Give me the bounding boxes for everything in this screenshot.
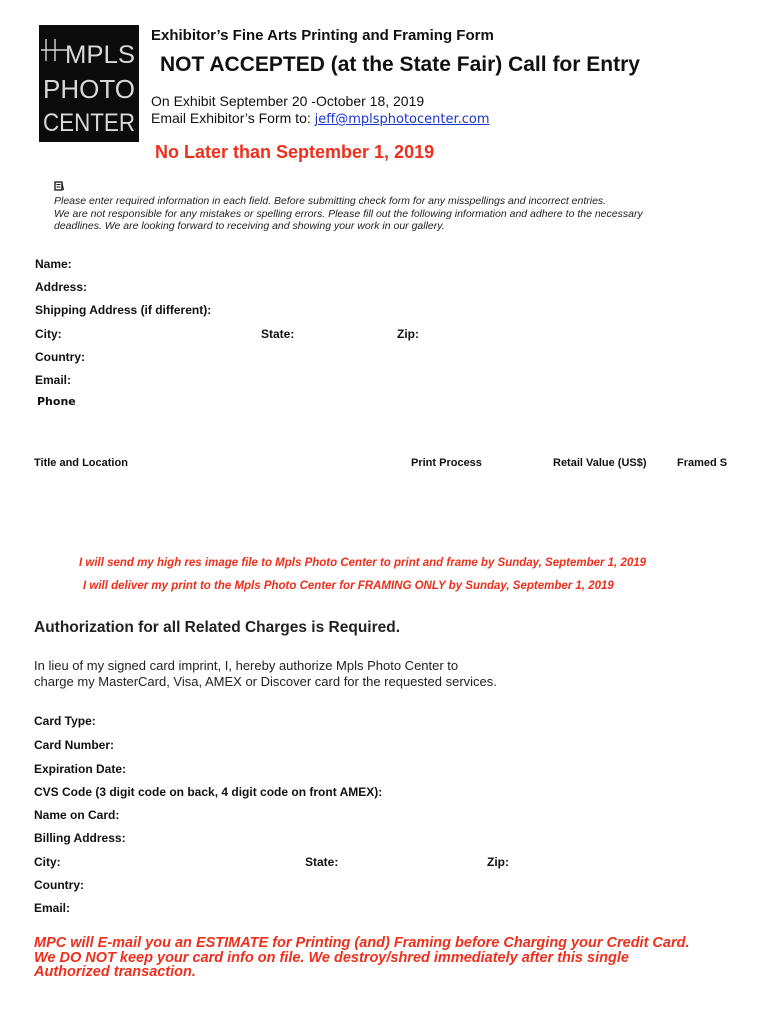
name-field-label[interactable]: Name: (35, 257, 72, 271)
form-title: Exhibitor’s Fine Arts Printing and Framing Form (151, 27, 494, 44)
instructions (54, 195, 714, 233)
country-field-label[interactable]: Country: (35, 350, 85, 364)
billing-email-field-label[interactable]: Email: (34, 901, 71, 915)
instructions-line-3: deadlines. We are looking forward to receiving and showing your work in our gallery. (54, 220, 445, 232)
authorization-body-line-2: charge my MasterCard, Visa, AMEX or Discover card for the requested services. (34, 674, 497, 689)
shipping-address-field-label[interactable]: Shipping Address (if different): (35, 303, 212, 317)
name-on-card-field-label[interactable]: Name on Card: (34, 808, 120, 822)
state-field-label[interactable]: State: (261, 327, 295, 341)
instructions-line-2: We are not responsible for any mistakes or spelling errors. Please fill out the following information and adhere to the necessary (54, 207, 643, 220)
note-icon (54, 181, 64, 194)
city-field-label[interactable]: City: (35, 327, 62, 341)
logo-line-1: MPLS (65, 41, 135, 69)
billing-city-field-label[interactable]: City: (34, 855, 61, 869)
estimate-notice-line-1: MPC will E-mail you an ESTIMATE for Printing (and) Framing before Charging your Credit Card. (34, 935, 690, 951)
authorization-body (34, 658, 497, 690)
framed-column-header: Framed S (677, 457, 728, 469)
cvs-code-field-label[interactable]: CVS Code (3 digit code on back, 4 digit code on front AMEX): (34, 785, 383, 799)
billing-country-field-label[interactable]: Country: (34, 878, 84, 892)
billing-address-field-label[interactable]: Billing Address: (34, 831, 126, 845)
billing-state-field-label[interactable]: State: (305, 855, 339, 869)
card-type-field-label[interactable]: Card Type: (34, 714, 96, 728)
title-location-column-header: Title and Location (34, 457, 128, 469)
email-line (151, 110, 490, 127)
logo-graphic (39, 25, 139, 142)
deadline: No Later than September 1, 2019 (155, 142, 435, 162)
logo-line-2: PHOTO (43, 74, 135, 104)
mpls-photo-center-logo (39, 25, 139, 142)
zip-field-label[interactable]: Zip: (397, 327, 419, 341)
email-prefix: Email Exhibitor’s Form to: (151, 110, 315, 126)
email-link[interactable]: jeff@mplsphotocenter.com (314, 112, 490, 127)
card-number-field-label[interactable]: Card Number: (34, 738, 115, 752)
authorization-body-line-1: In lieu of my signed card imprint, I, hereby authorize Mpls Photo Center to (34, 658, 459, 673)
retail-value-column-header: Retail Value (US$) (553, 457, 647, 469)
expiration-date-field-label[interactable]: Expiration Date: (34, 762, 127, 776)
estimate-notice-line-3: Authorized transaction. (34, 964, 196, 980)
exhibit-dates: On Exhibit September 20 -October 18, 2019 (151, 93, 425, 109)
phone-field-label[interactable]: Phone (37, 395, 76, 408)
email-field-label[interactable]: Email: (35, 373, 72, 387)
print-process-column-header: Print Process (411, 457, 482, 469)
delivery-option-print-and-frame[interactable]: I will send my high res image file to Mpls Photo Center to print and frame by Sunday, September 1, 2019 (79, 557, 647, 569)
authorization-title: Authorization for all Related Charges is Required. (34, 619, 401, 636)
logo-line-3: CENTER (43, 109, 135, 137)
address-field-label[interactable]: Address: (35, 280, 88, 294)
headline: NOT ACCEPTED (at the State Fair) Call for Entry (160, 53, 640, 76)
instructions-line-1: Please enter required information in each field. Before submitting check form for any misspellings and incorrect entries. (54, 195, 607, 207)
estimate-notice-line-2: We DO NOT keep your card info on file. We destroy/shred immediately after this single (34, 949, 629, 966)
billing-zip-field-label[interactable]: Zip: (487, 855, 509, 869)
estimate-notice (34, 936, 754, 980)
delivery-option-framing-only[interactable]: I will deliver my print to the Mpls Photo Center for FRAMING ONLY by Sunday, September 1, 2019 (83, 580, 614, 592)
